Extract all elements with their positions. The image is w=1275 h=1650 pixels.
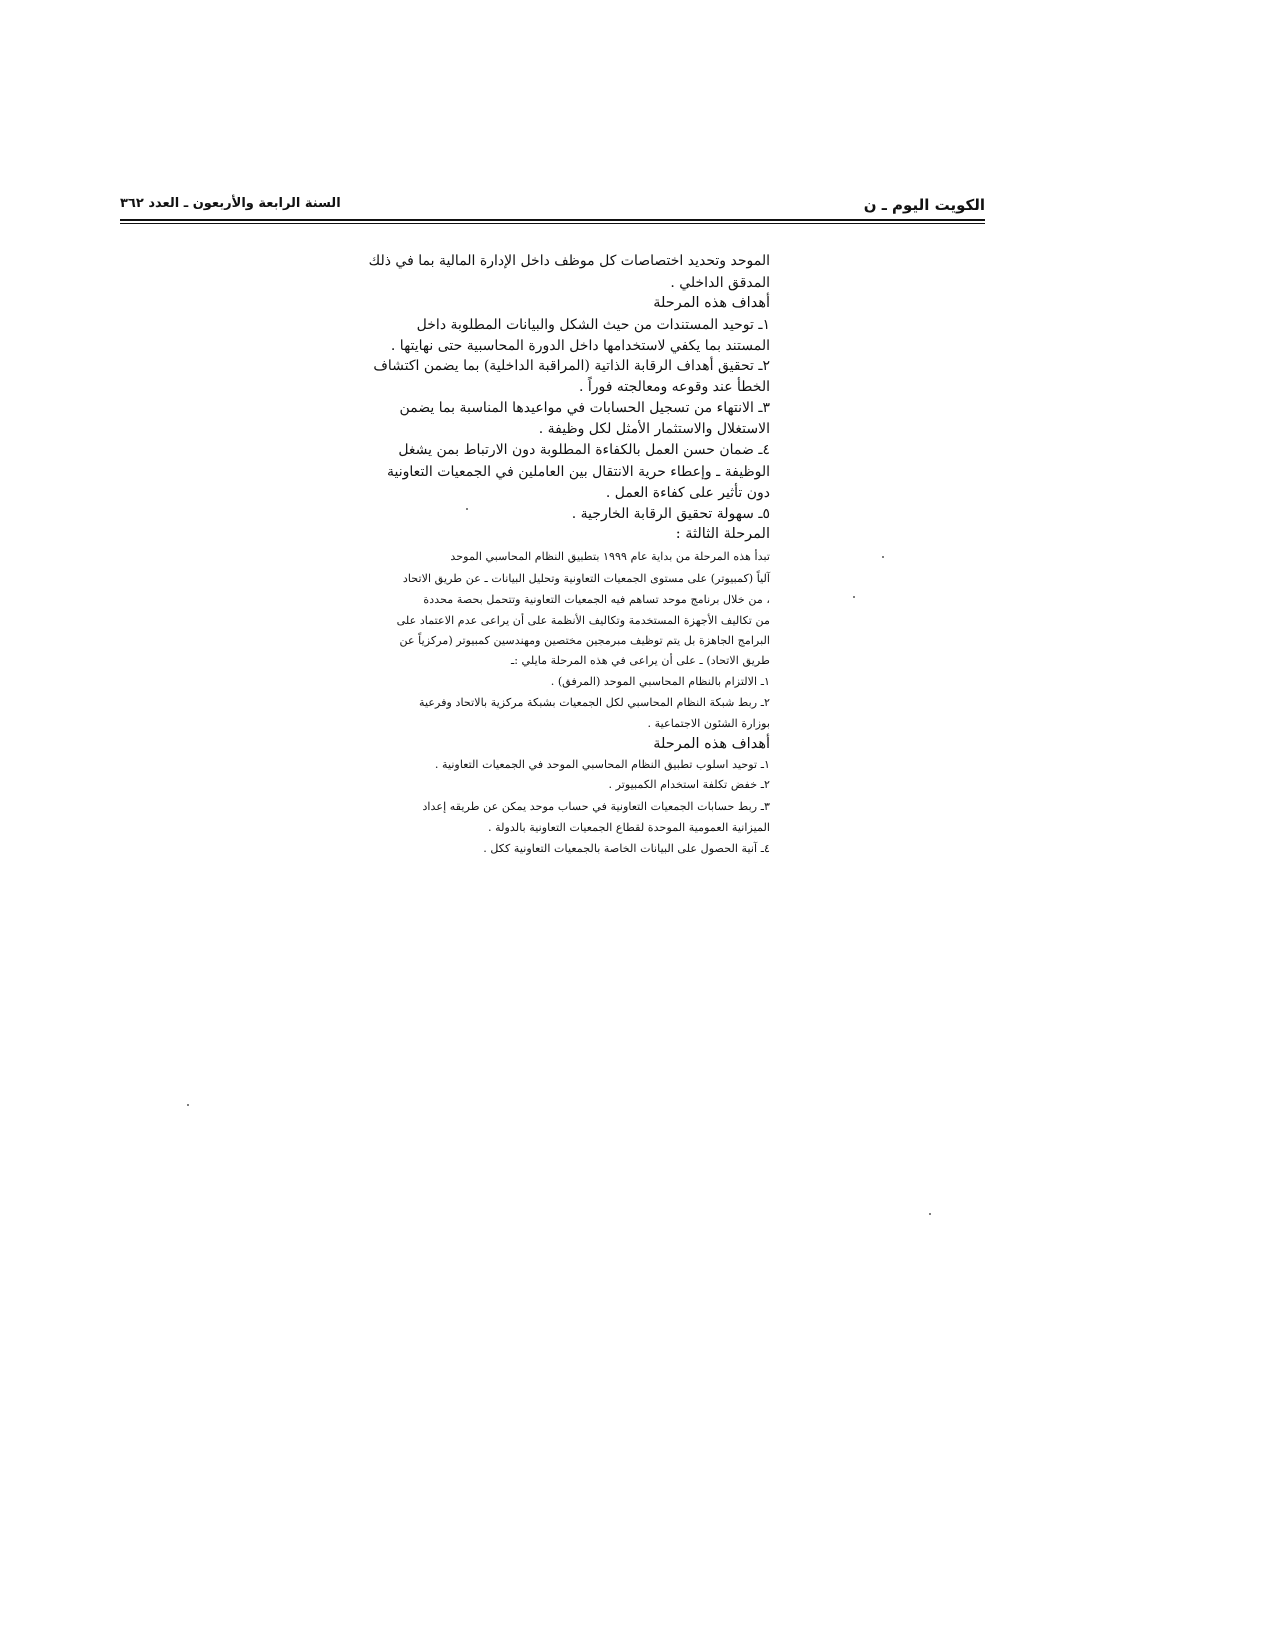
body-line: البرامج الجاهزة بل يتم توظيف مبرمجين مختصين ومهندسين كمبيوتر (مركزياً عن [399, 634, 770, 647]
scan-speck [853, 596, 855, 598]
body-line: الاستغلال والاستثمار الأمثل لكل وظيفة . [538, 421, 770, 437]
section-heading: المرحلة الثالثة : [675, 526, 770, 542]
body-line: المستند بما يكفي لاستخدامها داخل الدورة المحاسبية حتى نهايتها . [390, 338, 770, 354]
body-line: ، من خلال برنامج موحد تساهم فيه الجمعيات التعاونية وتتحمل بحصة محددة [423, 593, 770, 606]
body-line: ٣ـ الانتهاء من تسجيل الحسابات في مواعيدها المناسبة بما يضمن [399, 400, 770, 416]
body-line: الخطأ عند وقوعه ومعالجته فوراً . [578, 379, 770, 395]
body-line: ٥ـ سهولة تحقيق الرقابة الخارجية . [571, 506, 770, 522]
body-line: الوظيفة ـ وإعطاء حرية الانتقال بين العاملين في الجمعيات التعاونية [387, 464, 770, 480]
body-line: الميزانية العمومية الموحدة لقطاع الجمعيات التعاونية بالدولة . [488, 821, 770, 834]
body-line: ٢ـ خفض تكلفة استخدام الكمبيوتر . [608, 778, 770, 791]
body-line: ٤ـ ضمان حسن العمل بالكفاءة المطلوبة دون الارتباط بمن يشغل [398, 442, 770, 458]
section-heading: أهداف هذه المرحلة [653, 736, 770, 752]
body-line: ٣ـ ربط حسابات الجمعيات التعاونية في حساب موحد يمكن عن طريقه إعداد [422, 800, 770, 813]
body-line: بوزارة الشئون الاجتماعية . [647, 717, 770, 730]
section-heading: أهداف هذه المرحلة [653, 295, 770, 311]
body-line: تبدأ هذه المرحلة من بداية عام ١٩٩٩ بتطبيق النظام المحاسبي الموحد [450, 550, 770, 563]
body-line: ١ـ توحيد اسلوب تطبيق النظام المحاسبي الموحد في الجمعيات التعاونية . [434, 758, 770, 771]
body-line: المدقق الداخلي . [670, 275, 770, 291]
body-line: ٢ـ تحقيق أهداف الرقابة الذاتية (المراقبة الداخلية) بما يضمن اكتشاف [373, 358, 770, 374]
body-line: طريق الاتحاد) ـ على أن يراعى في هذه المرحلة مايلي :ـ [510, 654, 770, 667]
body-line: دون تأثير على كفاءة العمل . [605, 485, 770, 501]
body-line: من تكاليف الأجهزة المستخدمة وتكاليف الأنظمة على أن يراعى عدم الاعتماد على [396, 614, 770, 627]
scan-speck [929, 1213, 931, 1215]
scan-speck [466, 508, 468, 510]
body-line: ٢ـ ربط شبكة النظام المحاسبي لكل الجمعيات بشبكة مركزية بالاتحاد وفرعية [418, 696, 770, 709]
body-line: آلياً (كمبيوتر) على مستوى الجمعيات التعاونية وتحليل البيانات ـ عن طريق الاتحاد [402, 572, 770, 585]
publication-title: الكويت اليوم ـ ن [863, 196, 985, 214]
body-line: ١ـ الالتزام بالنظام المحاسبي الموحد (المرفق) . [550, 675, 770, 688]
scan-speck [187, 1104, 189, 1106]
body-line: ١ـ توحيد المستندات من حيث الشكل والبيانات المطلوبة داخل [416, 317, 770, 333]
issue-info: السنة الرابعة والأربعون ـ العدد ٣٦٢ [120, 196, 341, 211]
body-text [325, 0, 770, 1650]
scan-speck [882, 556, 884, 558]
body-line: الموحد وتحديد اختصاصات كل موظف داخل الإدارة المالية بما في ذلك [368, 253, 770, 269]
body-line: ٤ـ آنية الحصول على البيانات الخاصة بالجمعيات التعاونية ككل . [483, 842, 770, 855]
